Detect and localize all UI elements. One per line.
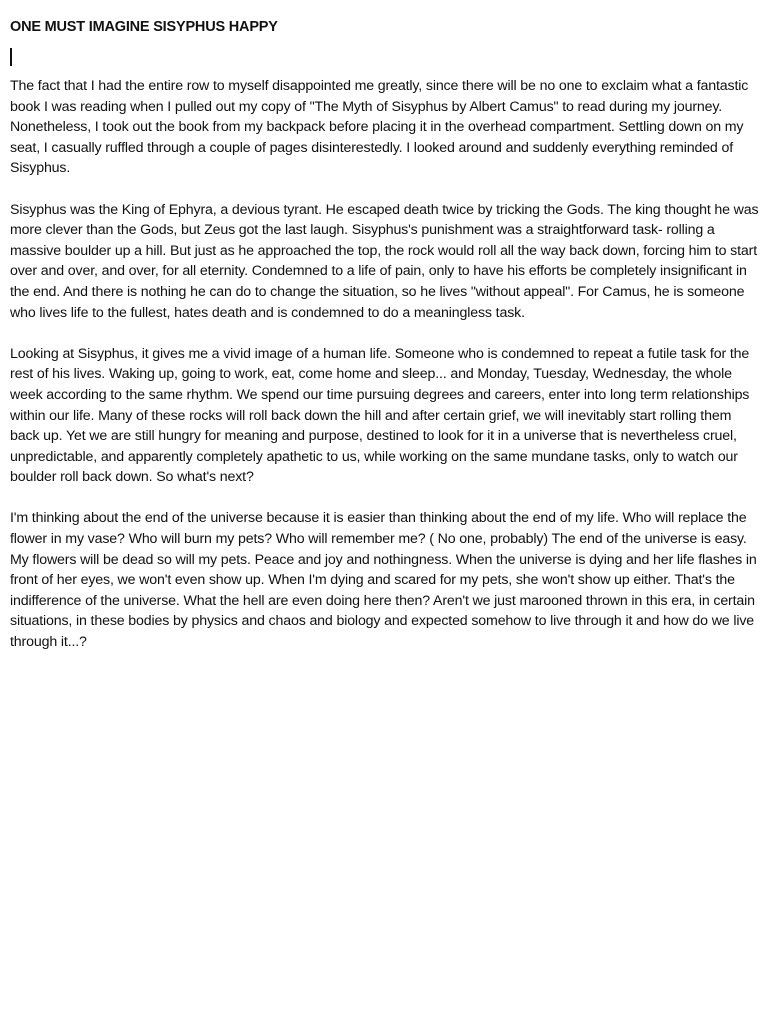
text-cursor[interactable] <box>10 48 12 66</box>
paragraph-2: Sisyphus was the King of Ephyra, a devious tyrant. He escaped death twice by tricking the Gods. The king thought he was more clever than the Gods, but Zeus got the last laugh. Sisyphus's punishment was a straightforward task- rolling a massive boulder up a hill. But just as he approached the top, the rock would roll all the way back down, forcing him to start over and over, and over, for all eternity. Condemned to a life of pain, only to have his efforts be completely insignificant in the end. And there is nothing he can do to change the situation, so he lives "without appeal". For Camus, he is someone who lives life to the fullest, hates death and is condemned to do a meaningless task. <box>10 201 759 321</box>
document-title: ONE MUST IMAGINE SISYPHUS HAPPY <box>10 19 278 35</box>
paragraph-1: The fact that I had the entire row to myself disappointed me greatly, since there will be no one to exclaim what a fantastic book I was reading when I pulled out my copy of "The Myth of Sisyphus by Albert Camus" to read during my journey. Nonetheless, I took out the book from my backpack before placing it in the overhead compartment. Settling down on my seat, I casually ruffled through a couple of pages disinterestedly. I looked around and suddenly everything reminded of Sisyphus. <box>10 78 749 177</box>
paragraph-3: Looking at Sisyphus, it gives me a vivid image of a human life. Someone who is condemned to repeat a futile task for the rest of his lives. Waking up, going to work, eat, come home and sleep... and Monday, Tuesday, Wednesday, the whole week according to the same rhythm. We spend our time pursuing degrees and careers, enter into long term relationships within our life. Many of these rocks will roll back down the hill and after certain grief, we will inevitably start rolling them back up. Yet we are still hungry for meaning and purpose, destined to look for it in a universe that is nevertheless cruel, unpredictable, and apparently completely apathetic to us, while working on the same mundane tasks, only to watch our boulder roll back down. So what's next? <box>10 345 750 486</box>
document-body[interactable] <box>10 76 759 653</box>
paragraph-4: I'm thinking about the end of the universe because it is easier than thinking about the end of my life. Who will replace the flower in my vase? Who will burn my pets? Who will remember me? ( No one, probably) The end of the universe is easy. My flowers will be dead so will my pets. Peace and joy and nothingness. When the universe is dying and her life flashes in front of her eyes, we won't even show up. When I'm dying and scared for my pets, she won't show up either. That's the indifference of the universe. What the hell are even doing here then? Aren't we just marooned thrown in this era, in certain situations, in these bodies by physics and chaos and biology and expected somehow to live through it and how do we live through it...? <box>10 510 757 651</box>
